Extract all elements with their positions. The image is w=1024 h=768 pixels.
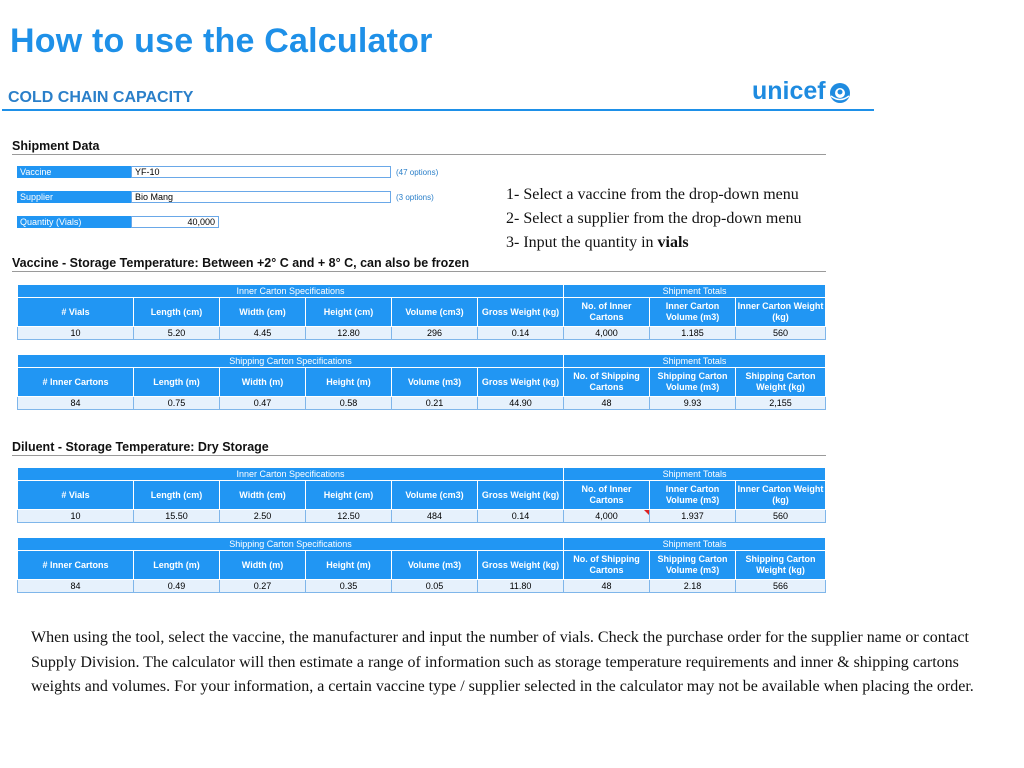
diluent-shipping-carton-table	[17, 537, 826, 593]
table-cell-flagged: 4,000	[564, 510, 650, 523]
column-header: Gross Weight (kg)	[478, 368, 564, 397]
table-cell: 11.80	[478, 580, 564, 593]
table-cell: 0.75	[134, 397, 220, 410]
column-header: Width (cm)	[220, 481, 306, 510]
table-cell: 48	[564, 397, 650, 410]
shipment-data-title: Shipment Data	[12, 139, 100, 153]
section-divider	[12, 154, 826, 155]
column-header: No. of Inner Cartons	[564, 481, 650, 510]
supplier-field-row	[17, 191, 391, 203]
column-header: Shipping Carton Volume (m3)	[650, 368, 736, 397]
column-header: Height (cm)	[306, 298, 392, 327]
column-header: Height (m)	[306, 551, 392, 580]
quantity-label: Quantity (Vials)	[17, 216, 131, 228]
table-cell: 0.47	[220, 397, 306, 410]
table-cell: 566	[736, 580, 826, 593]
diluent-inner-carton-table	[17, 467, 826, 523]
section-divider	[12, 271, 826, 272]
table-cell: 0.49	[134, 580, 220, 593]
column-header: Gross Weight (kg)	[478, 298, 564, 327]
column-header: Length (cm)	[134, 481, 220, 510]
table-cell: 1.937	[650, 510, 736, 523]
table-cell: 84	[18, 397, 134, 410]
quantity-input[interactable]: 40,000	[131, 216, 219, 228]
instruction-step-3-text: 3- Input the quantity in	[506, 234, 658, 251]
quantity-field-row	[17, 216, 219, 228]
group-header-shipping-carton: Shipping Carton Specifications	[18, 355, 564, 368]
vaccine-field-row	[17, 166, 391, 178]
brand-wordmark: unicef	[752, 77, 826, 105]
supplier-options-note: (3 options)	[396, 193, 434, 202]
vaccine-section-title: Vaccine - Storage Temperature: Between +2° C and + 8° C, can also be frozen	[12, 256, 470, 270]
supplier-label: Supplier	[17, 191, 131, 203]
instruction-step-2: 2- Select a supplier from the drop-down menu	[506, 210, 802, 227]
column-header: No. of Shipping Cartons	[564, 368, 650, 397]
column-header: Width (m)	[220, 551, 306, 580]
column-header: Inner Carton Weight (kg)	[736, 481, 826, 510]
table-cell: 1.185	[650, 327, 736, 340]
supplier-select[interactable]: Bio Mang	[131, 191, 391, 203]
table-cell: 2.50	[220, 510, 306, 523]
table-cell: 12.80	[306, 327, 392, 340]
column-header: # Vials	[18, 481, 134, 510]
column-header: Length (m)	[134, 551, 220, 580]
column-header: Volume (m3)	[392, 368, 478, 397]
table-row	[18, 327, 826, 340]
group-header-shipment-totals: Shipment Totals	[564, 285, 826, 298]
group-header-inner-carton: Inner Carton Specifications	[18, 468, 564, 481]
unicef-logo	[752, 77, 852, 106]
instruction-step-3-emphasis: vials	[657, 234, 689, 251]
group-header-shipment-totals: Shipment Totals	[564, 538, 826, 551]
table-cell: 560	[736, 327, 826, 340]
column-header: Shipping Carton Volume (m3)	[650, 551, 736, 580]
vaccine-shipping-carton-table	[17, 354, 826, 410]
column-header: Volume (cm3)	[392, 481, 478, 510]
vaccine-label: Vaccine	[17, 166, 131, 178]
column-header: Volume (m3)	[392, 551, 478, 580]
table-row	[18, 397, 826, 410]
explanation-paragraph: When using the tool, select the vaccine, the manufacturer and input the number of vials. Check the purchase order for the supplier name or contact Supply Division. The calculator will then estimate a range of information such as storage temperature requirements and inner & shipping cartons weights and volumes. For your information, a certain vaccine type / supplier selected in the calculator may not be available when placing the order.	[31, 629, 974, 695]
table-cell: 0.27	[220, 580, 306, 593]
table-cell: 4,000	[564, 327, 650, 340]
table-cell: 15.50	[134, 510, 220, 523]
column-header: Shipping Carton Weight (kg)	[736, 368, 826, 397]
table-cell: 10	[18, 327, 134, 340]
group-header-shipping-carton: Shipping Carton Specifications	[18, 538, 564, 551]
instruction-step-1: 1- Select a vaccine from the drop-down menu	[506, 186, 799, 203]
group-header-inner-carton: Inner Carton Specifications	[18, 285, 564, 298]
column-header: Length (cm)	[134, 298, 220, 327]
globe-emblem-icon	[828, 81, 852, 105]
table-cell: 0.58	[306, 397, 392, 410]
page-subtitle: COLD CHAIN CAPACITY	[8, 89, 194, 106]
table-cell: 48	[564, 580, 650, 593]
table-row	[18, 580, 826, 593]
column-header: Width (cm)	[220, 298, 306, 327]
column-header: Height (m)	[306, 368, 392, 397]
table-cell: 2.18	[650, 580, 736, 593]
vaccine-inner-carton-table	[17, 284, 826, 340]
column-header: # Inner Cartons	[18, 551, 134, 580]
table-cell: 2,155	[736, 397, 826, 410]
vaccine-options-note: (47 options)	[396, 168, 439, 177]
instructions	[506, 183, 801, 255]
header-divider	[2, 109, 874, 111]
table-cell: 0.14	[478, 510, 564, 523]
column-header: Inner Carton Volume (m3)	[650, 298, 736, 327]
column-header: Volume (cm3)	[392, 298, 478, 327]
table-cell: 0.14	[478, 327, 564, 340]
vaccine-select[interactable]: YF-10	[131, 166, 391, 178]
column-header: Inner Carton Volume (m3)	[650, 481, 736, 510]
table-cell: 44.90	[478, 397, 564, 410]
table-cell: 4.45	[220, 327, 306, 340]
table-cell: 5.20	[134, 327, 220, 340]
group-header-shipment-totals: Shipment Totals	[564, 468, 826, 481]
table-cell: 484	[392, 510, 478, 523]
table-cell: 10	[18, 510, 134, 523]
column-header: Shipping Carton Weight (kg)	[736, 551, 826, 580]
column-header: No. of Inner Cartons	[564, 298, 650, 327]
instruction-step-3	[506, 231, 801, 255]
column-header: Gross Weight (kg)	[478, 481, 564, 510]
table-cell: 0.05	[392, 580, 478, 593]
section-divider	[12, 455, 826, 456]
column-header: # Inner Cartons	[18, 368, 134, 397]
table-cell: 0.21	[392, 397, 478, 410]
page-title: How to use the Calculator	[10, 22, 433, 60]
column-header: # Vials	[18, 298, 134, 327]
column-header: Height (cm)	[306, 481, 392, 510]
table-cell: 0.35	[306, 580, 392, 593]
group-header-shipment-totals: Shipment Totals	[564, 355, 826, 368]
column-header: Width (m)	[220, 368, 306, 397]
diluent-section-title: Diluent - Storage Temperature: Dry Storage	[12, 440, 269, 454]
column-header: No. of Shipping Cartons	[564, 551, 650, 580]
table-cell: 296	[392, 327, 478, 340]
table-cell: 84	[18, 580, 134, 593]
table-cell: 9.93	[650, 397, 736, 410]
table-cell: 12.50	[306, 510, 392, 523]
column-header: Length (m)	[134, 368, 220, 397]
table-cell: 560	[736, 510, 826, 523]
column-header: Gross Weight (kg)	[478, 551, 564, 580]
column-header: Inner Carton Weight (kg)	[736, 298, 826, 327]
table-row	[18, 510, 826, 523]
